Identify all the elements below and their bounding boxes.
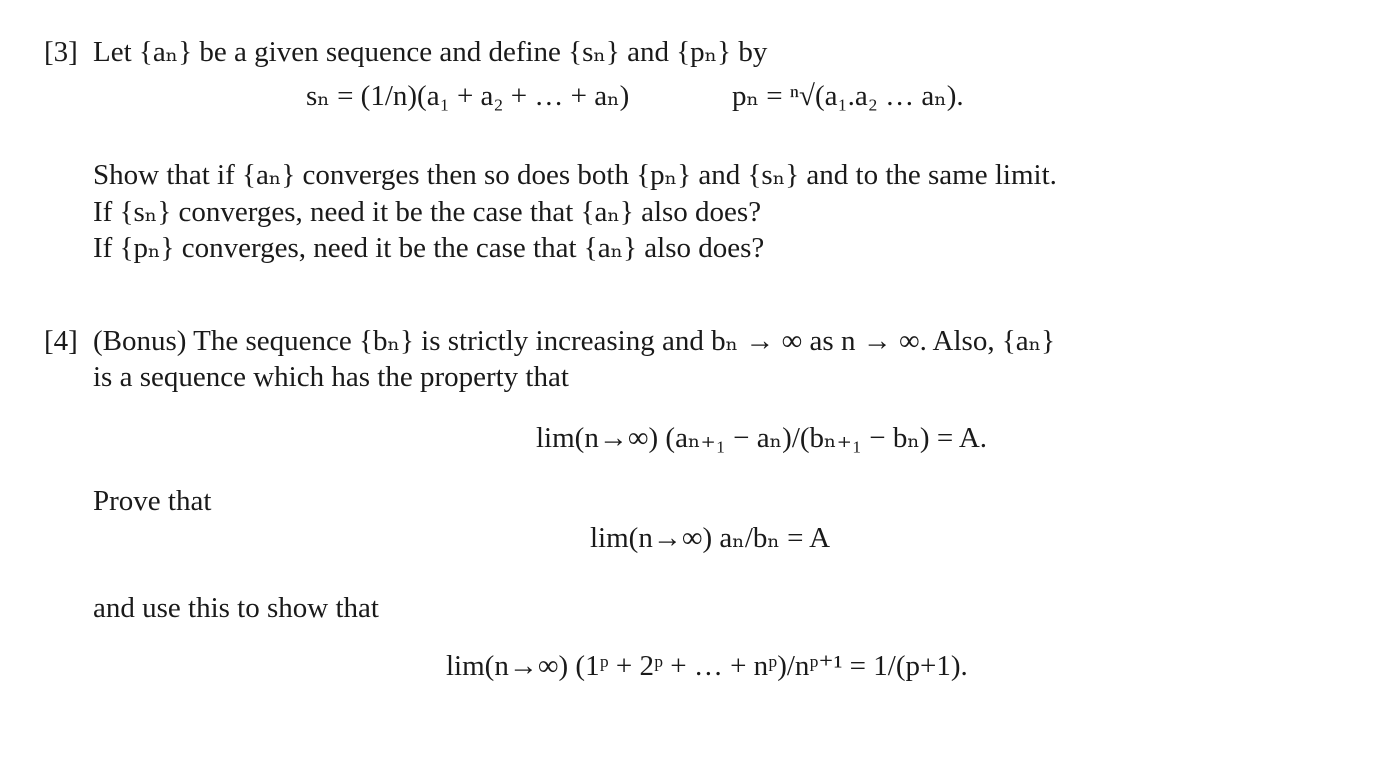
problem-4-line-1: (Bonus) The sequence {bₙ} is strictly increasing and bₙ → ∞ as n → ∞. Also, {aₙ} (93, 325, 1056, 357)
problem-3-number: [3] (44, 36, 78, 68)
use-this-label: and use this to show that (93, 592, 379, 624)
problem-4-number: [4] (44, 325, 78, 357)
prove-that-label: Prove that (93, 485, 212, 517)
problem-3-line-1: Let {aₙ} be a given sequence and define {sₙ} and {pₙ} by (93, 36, 768, 68)
formula-s-n: sₙ = (1/n)(a₁ + a₂ + … + aₙ) (306, 80, 630, 112)
problem-3-line-3: If {sₙ} converges, need it be the case that {aₙ} also does? (93, 196, 762, 228)
problem-4-line-2: is a sequence which has the property that (93, 361, 569, 393)
problem-3-line-2: Show that if {aₙ} converges then so does both {pₙ} and {sₙ} and to the same limit. (93, 159, 1057, 191)
formula-limit-ratio: lim(n→∞) aₙ/bₙ = A (590, 522, 831, 554)
formula-limit-difference-ratio: lim(n→∞) (aₙ₊₁ − aₙ)/(bₙ₊₁ − bₙ) = A. (536, 422, 988, 454)
formula-p-n: pₙ = ⁿ√(a₁.a₂ … aₙ). (732, 80, 964, 112)
problem-3-line-4: If {pₙ} converges, need it be the case that {aₙ} also does? (93, 232, 765, 264)
formula-power-sum-limit: lim(n→∞) (1ᵖ + 2ᵖ + … + nᵖ)/nᵖ⁺¹ = 1/(p+1). (446, 650, 968, 682)
